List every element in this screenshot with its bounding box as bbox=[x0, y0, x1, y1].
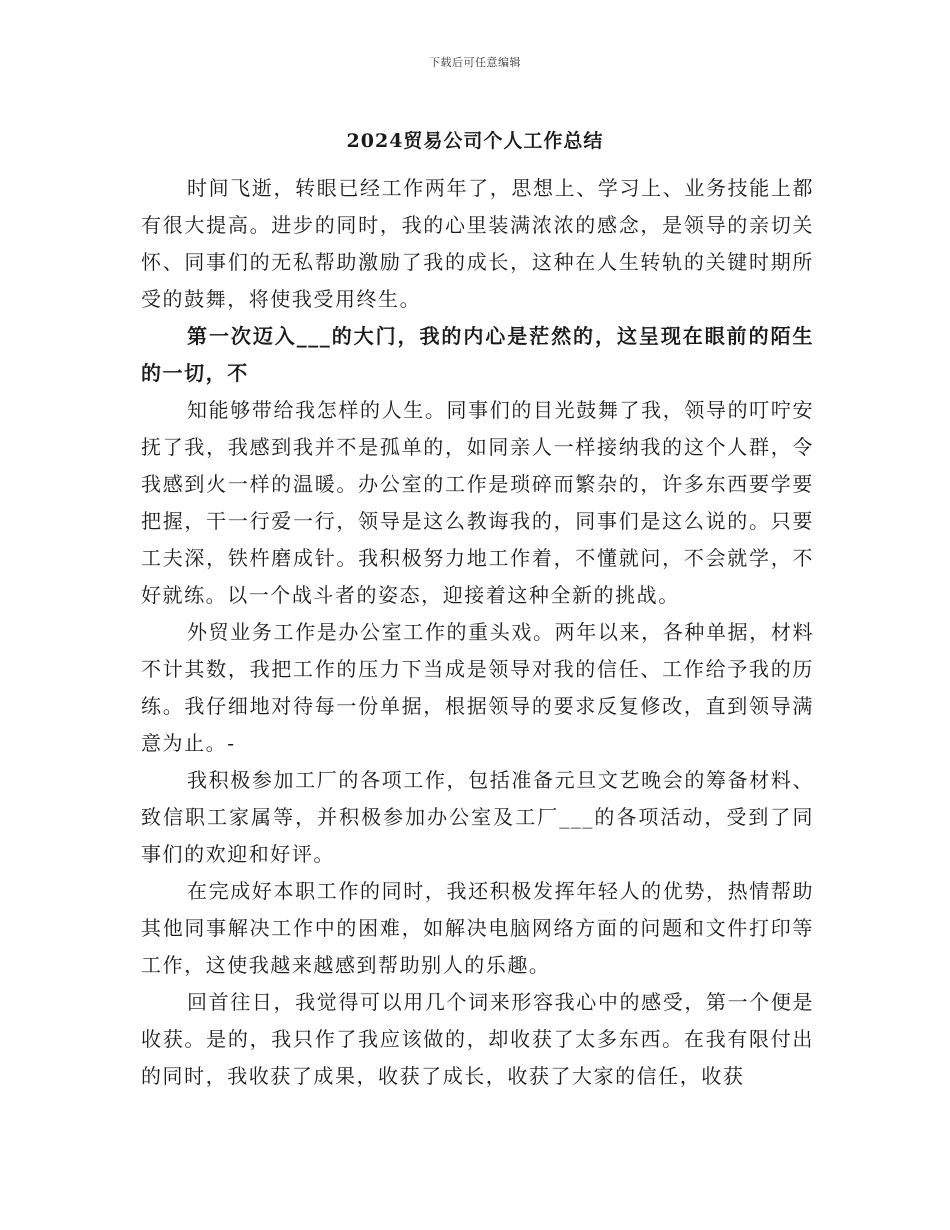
paragraph-helping-colleagues: 在完成好本职工作的同时，我还积极发挥年轻人的优势，热情帮助其他同事解决工作中的困难，如解决电脑网络方面的问题和文件打印等工作，这使我越来越感到帮助别人的乐趣。 bbox=[141, 879, 814, 977]
document-body bbox=[141, 170, 814, 1095]
header-note: 下载后可任意编辑 bbox=[429, 56, 521, 69]
paragraph-factory-activities: 我积极参加工厂的各项工作，包括准备元旦文艺晚会的筹备材料、致信职工家属等，并积极参加办公室及工厂___的各项活动，受到了同事们的欢迎和好评。 bbox=[141, 768, 814, 866]
paragraph-continuation: 知能够带给我怎样的人生。同事们的目光鼓舞了我，领导的叮咛安抚了我，我感到我并不是孤单的，如同亲人一样接纳我的这个人群，令我感到火一样的温暖。办公室的工作是琐碎而繁杂的，许多东西要学要把握，干一行爱一行，领导是这么教诲我的，同事们是这么说的。只要工夫深，铁杵磨成针。我积极努力地工作着，不懂就问，不会就学，不好就练。以一个战斗者的姿态，迎接着这种全新的挑战。 bbox=[141, 398, 814, 607]
document-title: 2024贸易公司个人工作总结 bbox=[346, 130, 604, 152]
paragraph-bold-heading: 第一次迈入___的大门，我的内心是茫然的，这呈现在眼前的陌生的一切，不 bbox=[141, 324, 814, 385]
paragraph-intro: 时间飞逝，转眼已经工作两年了，思想上、学习上、业务技能上都有很大提高。进步的同时，我的心里装满浓浓的感念，是领导的亲切关怀、同事们的无私帮助激励了我的成长，这种在人生转轨的关键时期所受的鼓舞，将使我受用终生。 bbox=[141, 176, 814, 311]
paragraph-reflection: 回首往日，我觉得可以用几个词来形容我心中的感受，第一个便是收获。是的，我只作了我应该做的，却收获了太多东西。在我有限付出的同时，我收获了成果，收获了成长，收获了大家的信任，收获 bbox=[141, 990, 814, 1088]
paragraph-trade-work: 外贸业务工作是办公室工作的重头戏。两年以来，各种单据，材料不计其数，我把工作的压力下当成是领导对我的信任、工作给予我的历练。我仔细地对待每一份单据，根据领导的要求反复修改，直到领导满意为止。- bbox=[141, 620, 814, 755]
